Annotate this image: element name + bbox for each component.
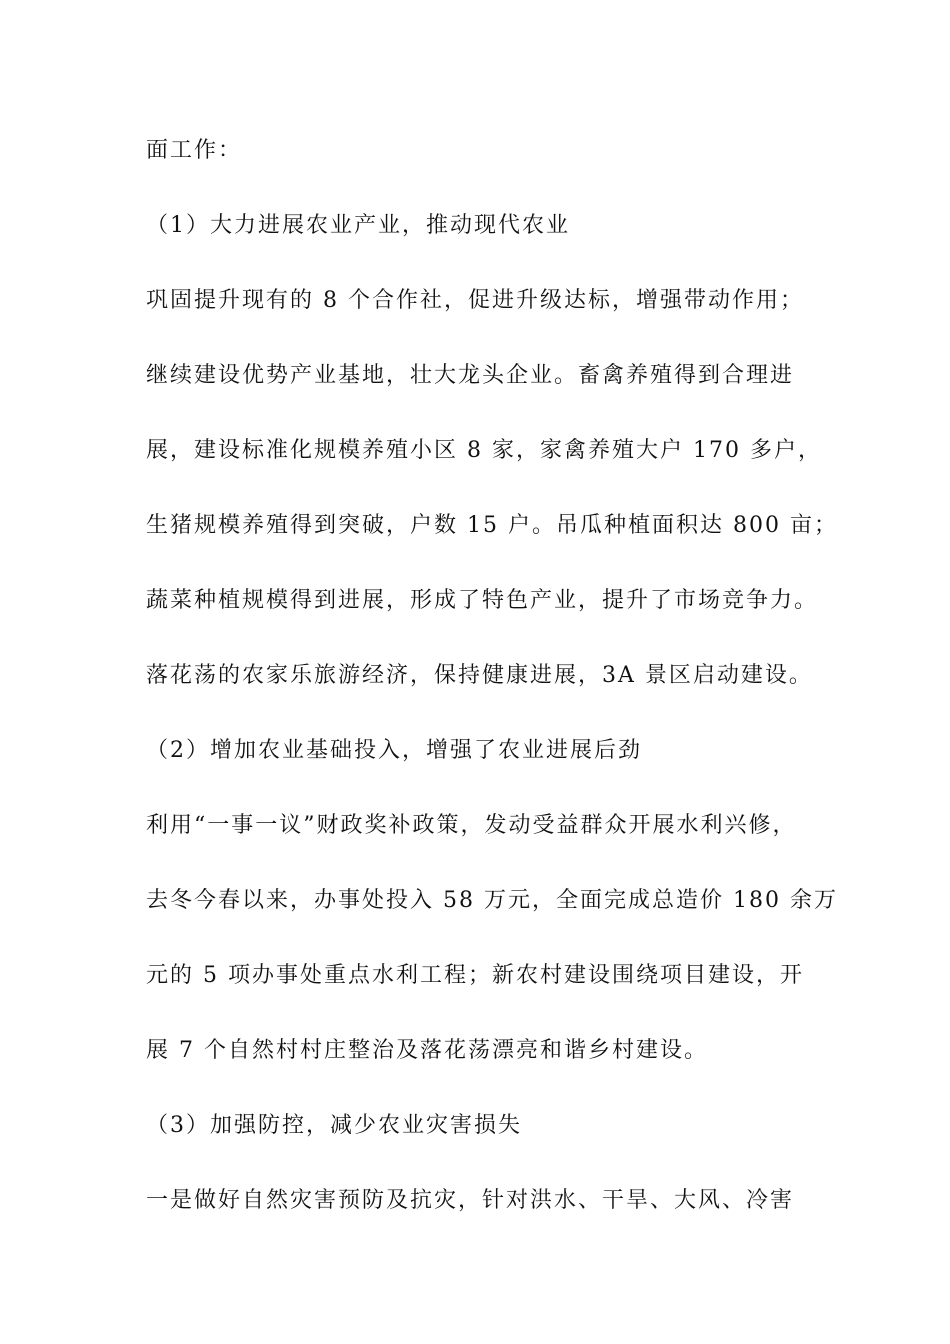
text-line: 利用“一事一议”财政奖补政策，发动受益群众开展水利兴修， (146, 813, 797, 838)
text-line: 去冬今春以来，办事处投入 58 万元，全面完成总造价 180 余万 (146, 888, 838, 913)
text-line: 生猪规模养殖得到突破，户数 15 户。吊瓜种植面积达 800 亩； (146, 513, 838, 538)
section-heading: （3）加强防控，减少农业灾害损失 (146, 1113, 522, 1138)
section-heading: （1）大力进展农业产业，推动现代农业 (146, 213, 570, 238)
text-line: 继续建设优势产业基地，壮大龙头企业。畜禽养殖得到合理进 (146, 363, 795, 388)
text-line: 元的 5 项办事处重点水利工程；新农村建设围绕项目建设，开 (146, 963, 804, 988)
text-line: 蔬菜种植规模得到进展，形成了特色产业，提升了市场竞争力。 (146, 588, 819, 613)
text-line: 一是做好自然灾害预防及抗灾，针对洪水、干旱、大风、冷害 (146, 1188, 795, 1213)
text-line: 巩固提升现有的 8 个合作社，促进升级达标，增强带动作用； (146, 288, 804, 313)
section-heading: （2）增加农业基础投入，增强了农业进展后劲 (146, 738, 642, 763)
text-line: 落花荡的农家乐旅游经济，保持健康进展，3A 景区启动建设。 (146, 663, 813, 688)
text-line: 展，建设标准化规模养殖小区 8 家，家禽养殖大户 170 多户， (146, 438, 822, 463)
text-line: 面工作： (146, 138, 243, 163)
text-line: 展 7 个自然村村庄整治及落花荡漂亮和谐乡村建设。 (146, 1038, 708, 1063)
